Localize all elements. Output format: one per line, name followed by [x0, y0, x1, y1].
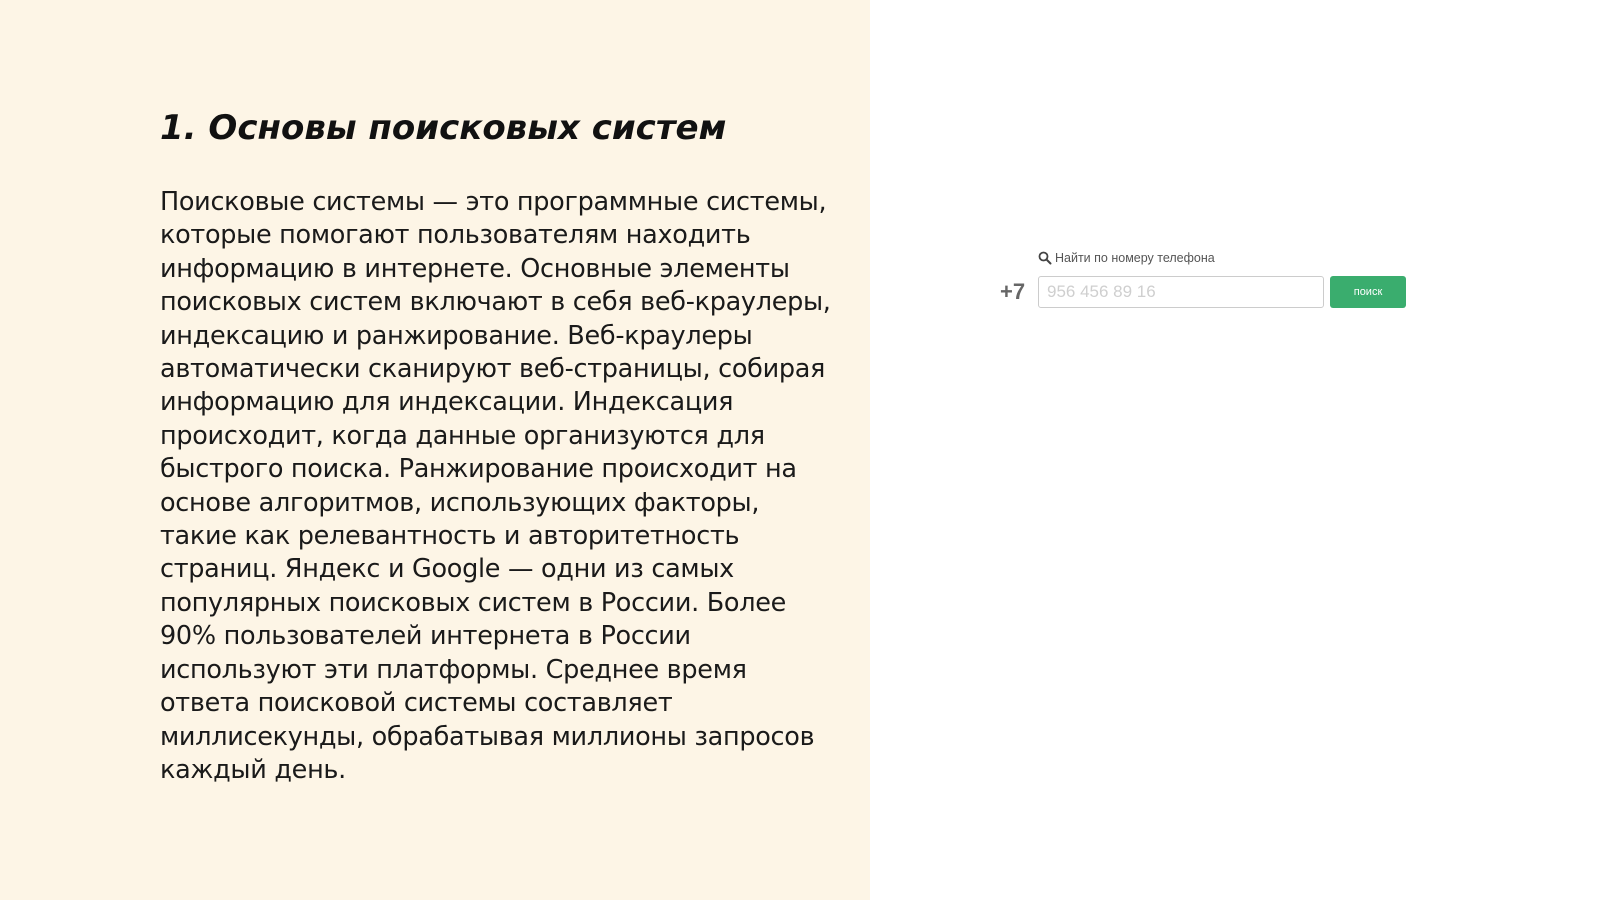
search-icon [1038, 251, 1052, 265]
image-panel [870, 0, 1600, 900]
phone-number-input[interactable] [1038, 276, 1324, 308]
slide-title: 1. Основы поисковых систем [160, 108, 727, 148]
search-label-text: Найти по номеру телефона [1055, 251, 1215, 265]
search-button[interactable]: поиск [1330, 276, 1406, 308]
slide-body-text: Поисковые системы — это программные системы, которые помогают пользователям находить информацию в интернете. Основные элементы поисковых систем включают в себя веб-краулеры, индексацию и ранжирование. Веб-краулеры автоматически сканируют веб-страницы, собирая информацию для индексации. Индексация происходит, когда данные организуются для быстрого поиска. Ранжирование происходит на основе алгоритмов, использующих факторы, такие как релевантность и авторитетность страниц. Яндекс и Google — одни из самых популярных поисковых систем в России. Более 90% пользователей интернета в России используют эти платформы. Среднее время ответа поисковой системы составляет миллисекунды, обрабатывая миллионы запросов каждый день. [160, 187, 831, 785]
phone-search-widget [998, 248, 1408, 318]
search-label [1038, 250, 1215, 266]
country-code-prefix: +7 [1000, 279, 1026, 304]
